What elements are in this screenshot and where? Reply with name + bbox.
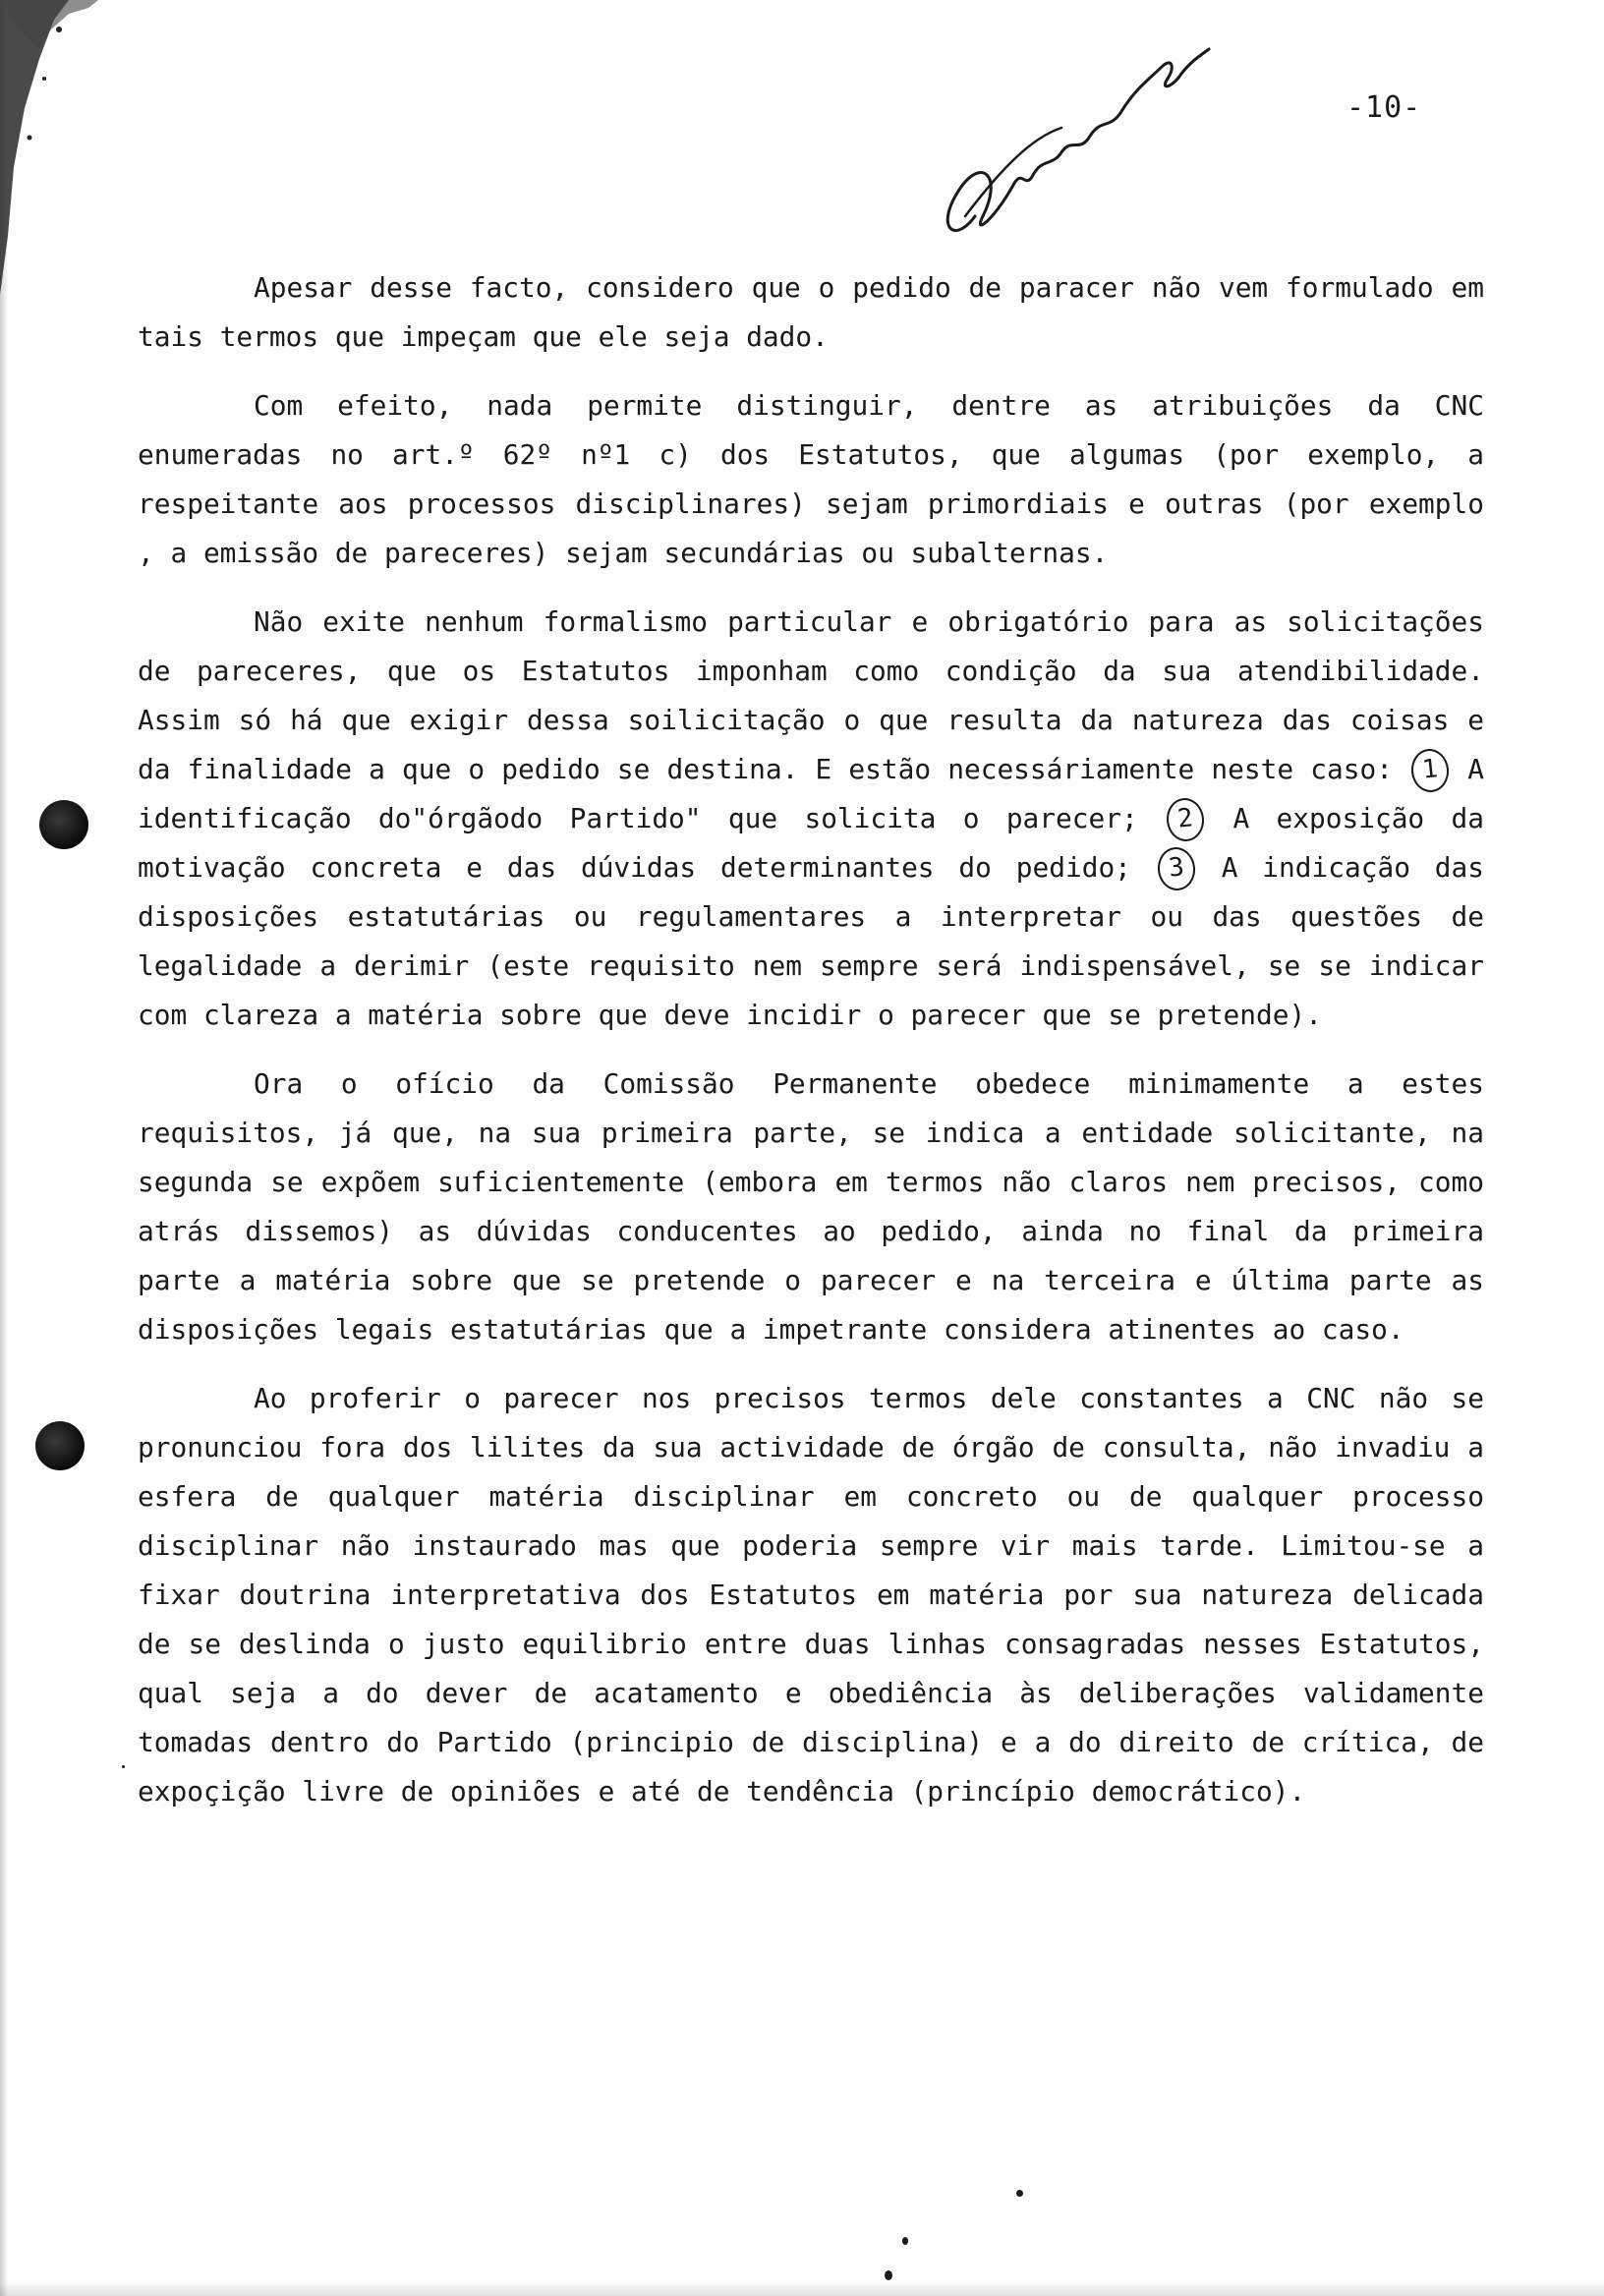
paragraph [138,1374,1484,1816]
paragraph-text: A indicação das disposições estatutárias ou regulamentares a interpretar ou das questões de legalidade a derimir (este requisito nem sempre será indispensável, se se indicar com clareza a matéria sobre que deve incidir o parecer que se pretende). [138,851,1485,1031]
circled-number: 1 [1409,747,1451,794]
paragraph-text: A exposição da motivação concreta e das dúvidas determinantes do pedido; [138,802,1485,884]
scan-edge-shadow [0,0,8,2296]
paragraph [138,263,1484,362]
paragraph-text: Ao proferir o parecer nos precisos termos dele constantes a CNC não se pronunciou fora dos lilites da sua actividade de órgão de consulta, não invadiu a esfera de qualquer matéria disciplinar em concreto ou de qualquer processo disciplinar não instaurado mas que poderia sempre vir mais tarde. Limitou-se a fixar doutrina interpretativa dos Estatutos em matéria por sua natureza delicada de se deslinda o justo equilibrio entre duas linhas consagradas nesses Estatutos, qual seja a do dever de acatamento e obediência às deliberações validamente tomadas dentro do Partido (principio de disciplina) e a do direito de crítica, de expoçição livre de opiniões e até de tendência (princípio democrático). [138,1382,1484,1808]
paragraph-text: Ora o ofício da Comissão Permanente obedece minimamente a estes requisitos, já que, na sua primeira parte, se indica a entidade solicitante, na segunda se expõem suficientemente (embora em termos não claros nem precisos, como atrás dissemos) as dúvidas conducentes ao pedido, ainda no final da primeira parte a matéria sobre que se pretende o parecer e na terceira e última parte as disposições legais estatutárias que a impetrante considera atinentes ao caso. [138,1067,1484,1346]
paragraph [138,1060,1484,1354]
ink-speck [902,2237,908,2245]
circled-number: 2 [1165,796,1206,843]
paragraph [138,381,1484,578]
paragraph [138,598,1484,1040]
scan-bottom-shadow [0,2282,1604,2296]
scan-corner-noise [0,0,118,295]
paragraph-text: Não exite nenhum formalismo particular e obrigatório para as solicitações de pareceres, que os Estatutos imponham como condição da sua atendibilidade. Assim só há que exigir dessa soilicitação o que resulta da natureza das coisas e da finalidade a que o pedido se destina. E estão necessáriamente neste caso: [138,605,1484,785]
ink-speck [885,2270,892,2280]
page-number: -10- [1346,90,1422,125]
paragraph-text: Apesar desse facto, considero que o pedido de paracer não vem formulado em tais termos que impeçam que ele seja dado. [138,271,1484,353]
document-body [138,263,1484,1816]
paragraph-text: A identificação do"órgãodo Partido" que solicita o parecer; [138,753,1484,834]
punch-hole [39,800,88,849]
ink-speck [1016,2190,1023,2197]
paragraph-text: Com efeito, nada permite distinguir, dentre as atribuições da CNC enumeradas no art.º 62º nº1 c) dos Estatutos, que algumas (por exemplo, a respeitante aos processos disciplinares) sejam primordiais e outras (por exemplo , a emissão de pareceres) sejam secundárias ou subalternas. [138,389,1484,569]
ink-speck [122,1765,125,1768]
circled-number: 3 [1156,845,1197,892]
punch-hole [35,1421,85,1470]
signature [914,20,1268,256]
